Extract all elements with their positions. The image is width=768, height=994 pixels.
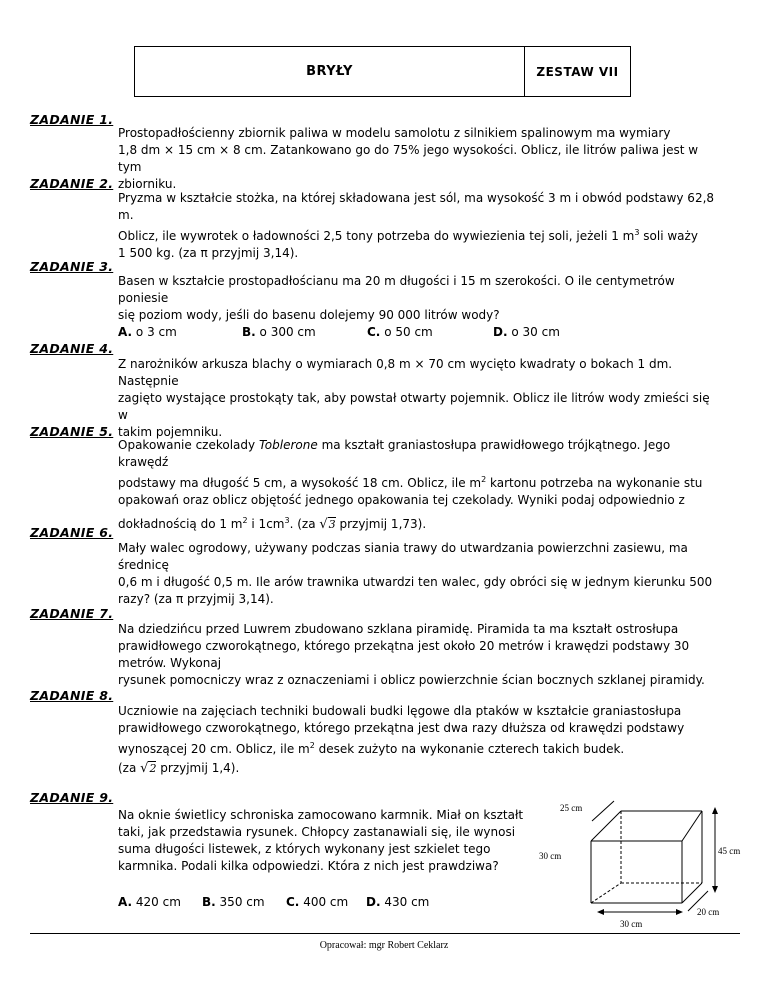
- task-line: Z narożników arkusza blachy o wymiarach 0,8 m × 70 cm wycięto kwadraty o bokach 1 dm. Następnie: [118, 357, 673, 388]
- task-line: Na dziedzińcu przed Luwrem zbudowano szklana piramidę. Piramida ta ma kształt ostrosłupa: [118, 622, 679, 636]
- task-heading: ZADANIE 7.: [30, 606, 114, 621]
- option-d: [493, 324, 560, 341]
- task-line: Mały walec ogrodowy, używany podczas siania trawy do utwardzania powierzchni zasiewu, ma średnicę: [118, 541, 688, 572]
- product-name: Toblerone: [258, 438, 318, 452]
- dim-top-depth: 25 cm: [560, 803, 583, 813]
- task-line: [118, 471, 716, 492]
- task-line: [118, 760, 716, 777]
- task-line: rysunek pomocniczy wraz z oznaczeniami i oblicz powierzchnie ścian bocznych szklanej piramidy.: [118, 673, 705, 687]
- task-line: takim pojemniku.: [118, 425, 223, 439]
- worksheet-set: ZESTAW VII: [536, 64, 619, 79]
- option-text: 350 cm: [219, 895, 265, 909]
- task-line: Na oknie świetlicy schroniska zamocowano karmnik. Miał on kształt: [118, 808, 524, 822]
- task-heading: ZADANIE 5.: [30, 424, 114, 439]
- option-text: 400 cm: [303, 895, 349, 909]
- task-heading: ZADANIE 6.: [30, 525, 114, 540]
- task-body: [118, 125, 716, 193]
- option-letter: C.: [286, 895, 300, 909]
- option-a: [118, 894, 202, 911]
- task-body: [118, 437, 716, 533]
- superscript: 3: [634, 228, 640, 237]
- footer-author: Opracował: mgr Robert Ceklarz: [319, 940, 449, 951]
- text: kartonu potrzeba na wykonanie stu: [486, 476, 703, 490]
- task-line: [118, 224, 716, 245]
- dim-right-height: 45 cm: [718, 846, 741, 856]
- task-line: Basen w kształcie prostopadłościanu ma 20 m długości i 15 m szerokości. O ile centymetrów poniesie: [118, 274, 675, 305]
- text: przyjmij 1,73).: [335, 517, 427, 531]
- option-letter: B.: [202, 895, 216, 909]
- task-line: 1,8 dm × 15 cm × 8 cm. Zatankowano go do 75% jego wysokości. Oblicz, ile litrów paliwa jest w tym: [118, 143, 699, 174]
- text: dokładnością do 1 m: [118, 517, 243, 531]
- task-body: [118, 807, 528, 911]
- task-line: karmnika. Podali kilka odpowiedzi. Która z nich jest prawdziwa?: [118, 859, 499, 873]
- text: i 1cm: [247, 517, 285, 531]
- task-line: zbiorniku.: [118, 177, 177, 191]
- task-line: 1 500 kg. (za π przyjmij 3,14).: [118, 246, 299, 260]
- radicand: 2: [149, 762, 157, 775]
- text: Oblicz, ile wywrotek o ładowności 2,5 tony potrzeba do wywiezienia tej soli, jeżeli 1 m: [118, 229, 635, 243]
- text: desek zużyto na wykonanie czterech takich budek.: [314, 742, 625, 756]
- task-body: [118, 356, 716, 441]
- dim-left-height: 30 cm: [539, 851, 562, 861]
- sqrt-icon: √: [319, 517, 328, 532]
- task-line: Prostopadłościenny zbiornik paliwa w modelu samolotu z silnikiem spalinowym ma wymiary: [118, 126, 671, 140]
- task-line: Pryzma w kształcie stożka, na której składowana jest sól, ma wysokość 3 m i obwód podstawy 62,8 m.: [118, 191, 715, 222]
- option-text: 420 cm: [135, 895, 181, 909]
- dim-bottom-width: 30 cm: [620, 919, 643, 929]
- text: wynoszącej 20 cm. Oblicz, ile m: [118, 742, 310, 756]
- superscript: 2: [242, 516, 248, 525]
- task-body: [118, 190, 716, 262]
- task-heading: ZADANIE 1.: [30, 112, 114, 127]
- task-line: taki, jak przedstawia rysunek. Chłopcy zastanawiali się, ile wynosi: [118, 825, 516, 839]
- worksheet-title: BRYŁY: [135, 47, 525, 96]
- option-letter: A.: [118, 895, 133, 909]
- option-a: [118, 324, 242, 341]
- task-line: [118, 512, 716, 533]
- task-line: Uczniowie na zajęciach techniki budowali budki lęgowe dla ptaków w kształcie graniastosłupa: [118, 704, 682, 718]
- task-line: zagięto wystające prostokąty tak, aby powstał otwarty pojemnik. Oblicz ile litrów wody zmieści się w: [118, 391, 710, 422]
- task-heading: ZADANIE 4.: [30, 341, 114, 356]
- option-text: o 300 cm: [259, 325, 316, 339]
- text: przyjmij 1,4).: [156, 761, 240, 775]
- task-heading: ZADANIE 9.: [30, 790, 114, 805]
- option-c: [367, 324, 493, 341]
- option-c: [286, 894, 366, 911]
- task-line: się poziom wody, jeśli do basenu dolejemy 90 000 litrów wody?: [118, 308, 500, 322]
- option-text: 430 cm: [384, 895, 430, 909]
- text: podstawy ma długość 5 cm, a wysokość 18 cm. Oblicz, ile m: [118, 476, 482, 490]
- answer-options: [118, 894, 528, 911]
- task-line: prawidłowego czworokątnego, którego przekątna jest około 20 metrów i krawędzi podstawy 30 metrów. Wykonaj: [118, 639, 690, 670]
- header-box: [134, 46, 631, 97]
- task-body: [118, 621, 738, 689]
- task-body: [118, 273, 716, 341]
- task-line: [118, 737, 716, 758]
- task-heading: ZADANIE 3.: [30, 259, 114, 274]
- option-letter: A.: [118, 325, 133, 339]
- option-text: o 3 cm: [135, 325, 177, 339]
- task-heading: ZADANIE 2.: [30, 176, 114, 191]
- option-b: [202, 894, 286, 911]
- task-line: 0,6 m i długość 0,5 m. Ile arów trawnika utwardzi ten walec, gdy obróci się w jednym kierunku 500: [118, 575, 713, 589]
- option-text: o 30 cm: [511, 325, 560, 339]
- cuboid-figure: [520, 795, 750, 930]
- option-b: [242, 324, 367, 341]
- text: Opakowanie czekolady: [118, 438, 259, 452]
- option-letter: D.: [493, 325, 508, 339]
- task-line: suma długości listewek, z których wykonany jest szkielet tego: [118, 842, 491, 856]
- option-letter: D.: [366, 895, 381, 909]
- text: . (za: [289, 517, 320, 531]
- superscript: 2: [309, 741, 315, 750]
- superscript: 2: [481, 475, 487, 484]
- text: (za: [118, 761, 141, 775]
- answer-options: [118, 324, 716, 341]
- task-body: [118, 703, 716, 777]
- text: ma kształt graniastosłupa prawidłowego trójkątnego. Jego krawędź: [118, 438, 671, 469]
- task-line: prawidłowego czworokątnego, którego przekątna jest dwa razy dłuższa od krawędzi podstawy: [118, 721, 685, 735]
- text: soli waży: [639, 229, 698, 243]
- option-letter: C.: [367, 325, 381, 339]
- footer-divider: [30, 933, 740, 934]
- sqrt-icon: √: [140, 761, 149, 776]
- option-text: o 50 cm: [384, 325, 433, 339]
- option-d: [366, 894, 429, 911]
- task-body: [118, 540, 716, 608]
- dim-bottom-depth: 20 cm: [697, 907, 720, 917]
- task-line: [118, 437, 716, 471]
- task-line: opakowań oraz oblicz objętość jednego opakowania tej czekolady. Wyniki podaj odpowiednio z: [118, 493, 685, 507]
- radicand: 3: [328, 518, 336, 531]
- superscript: 3: [284, 516, 290, 525]
- option-letter: B.: [242, 325, 256, 339]
- task-line: razy? (za π przyjmij 3,14).: [118, 592, 274, 606]
- task-heading: ZADANIE 8.: [30, 688, 114, 703]
